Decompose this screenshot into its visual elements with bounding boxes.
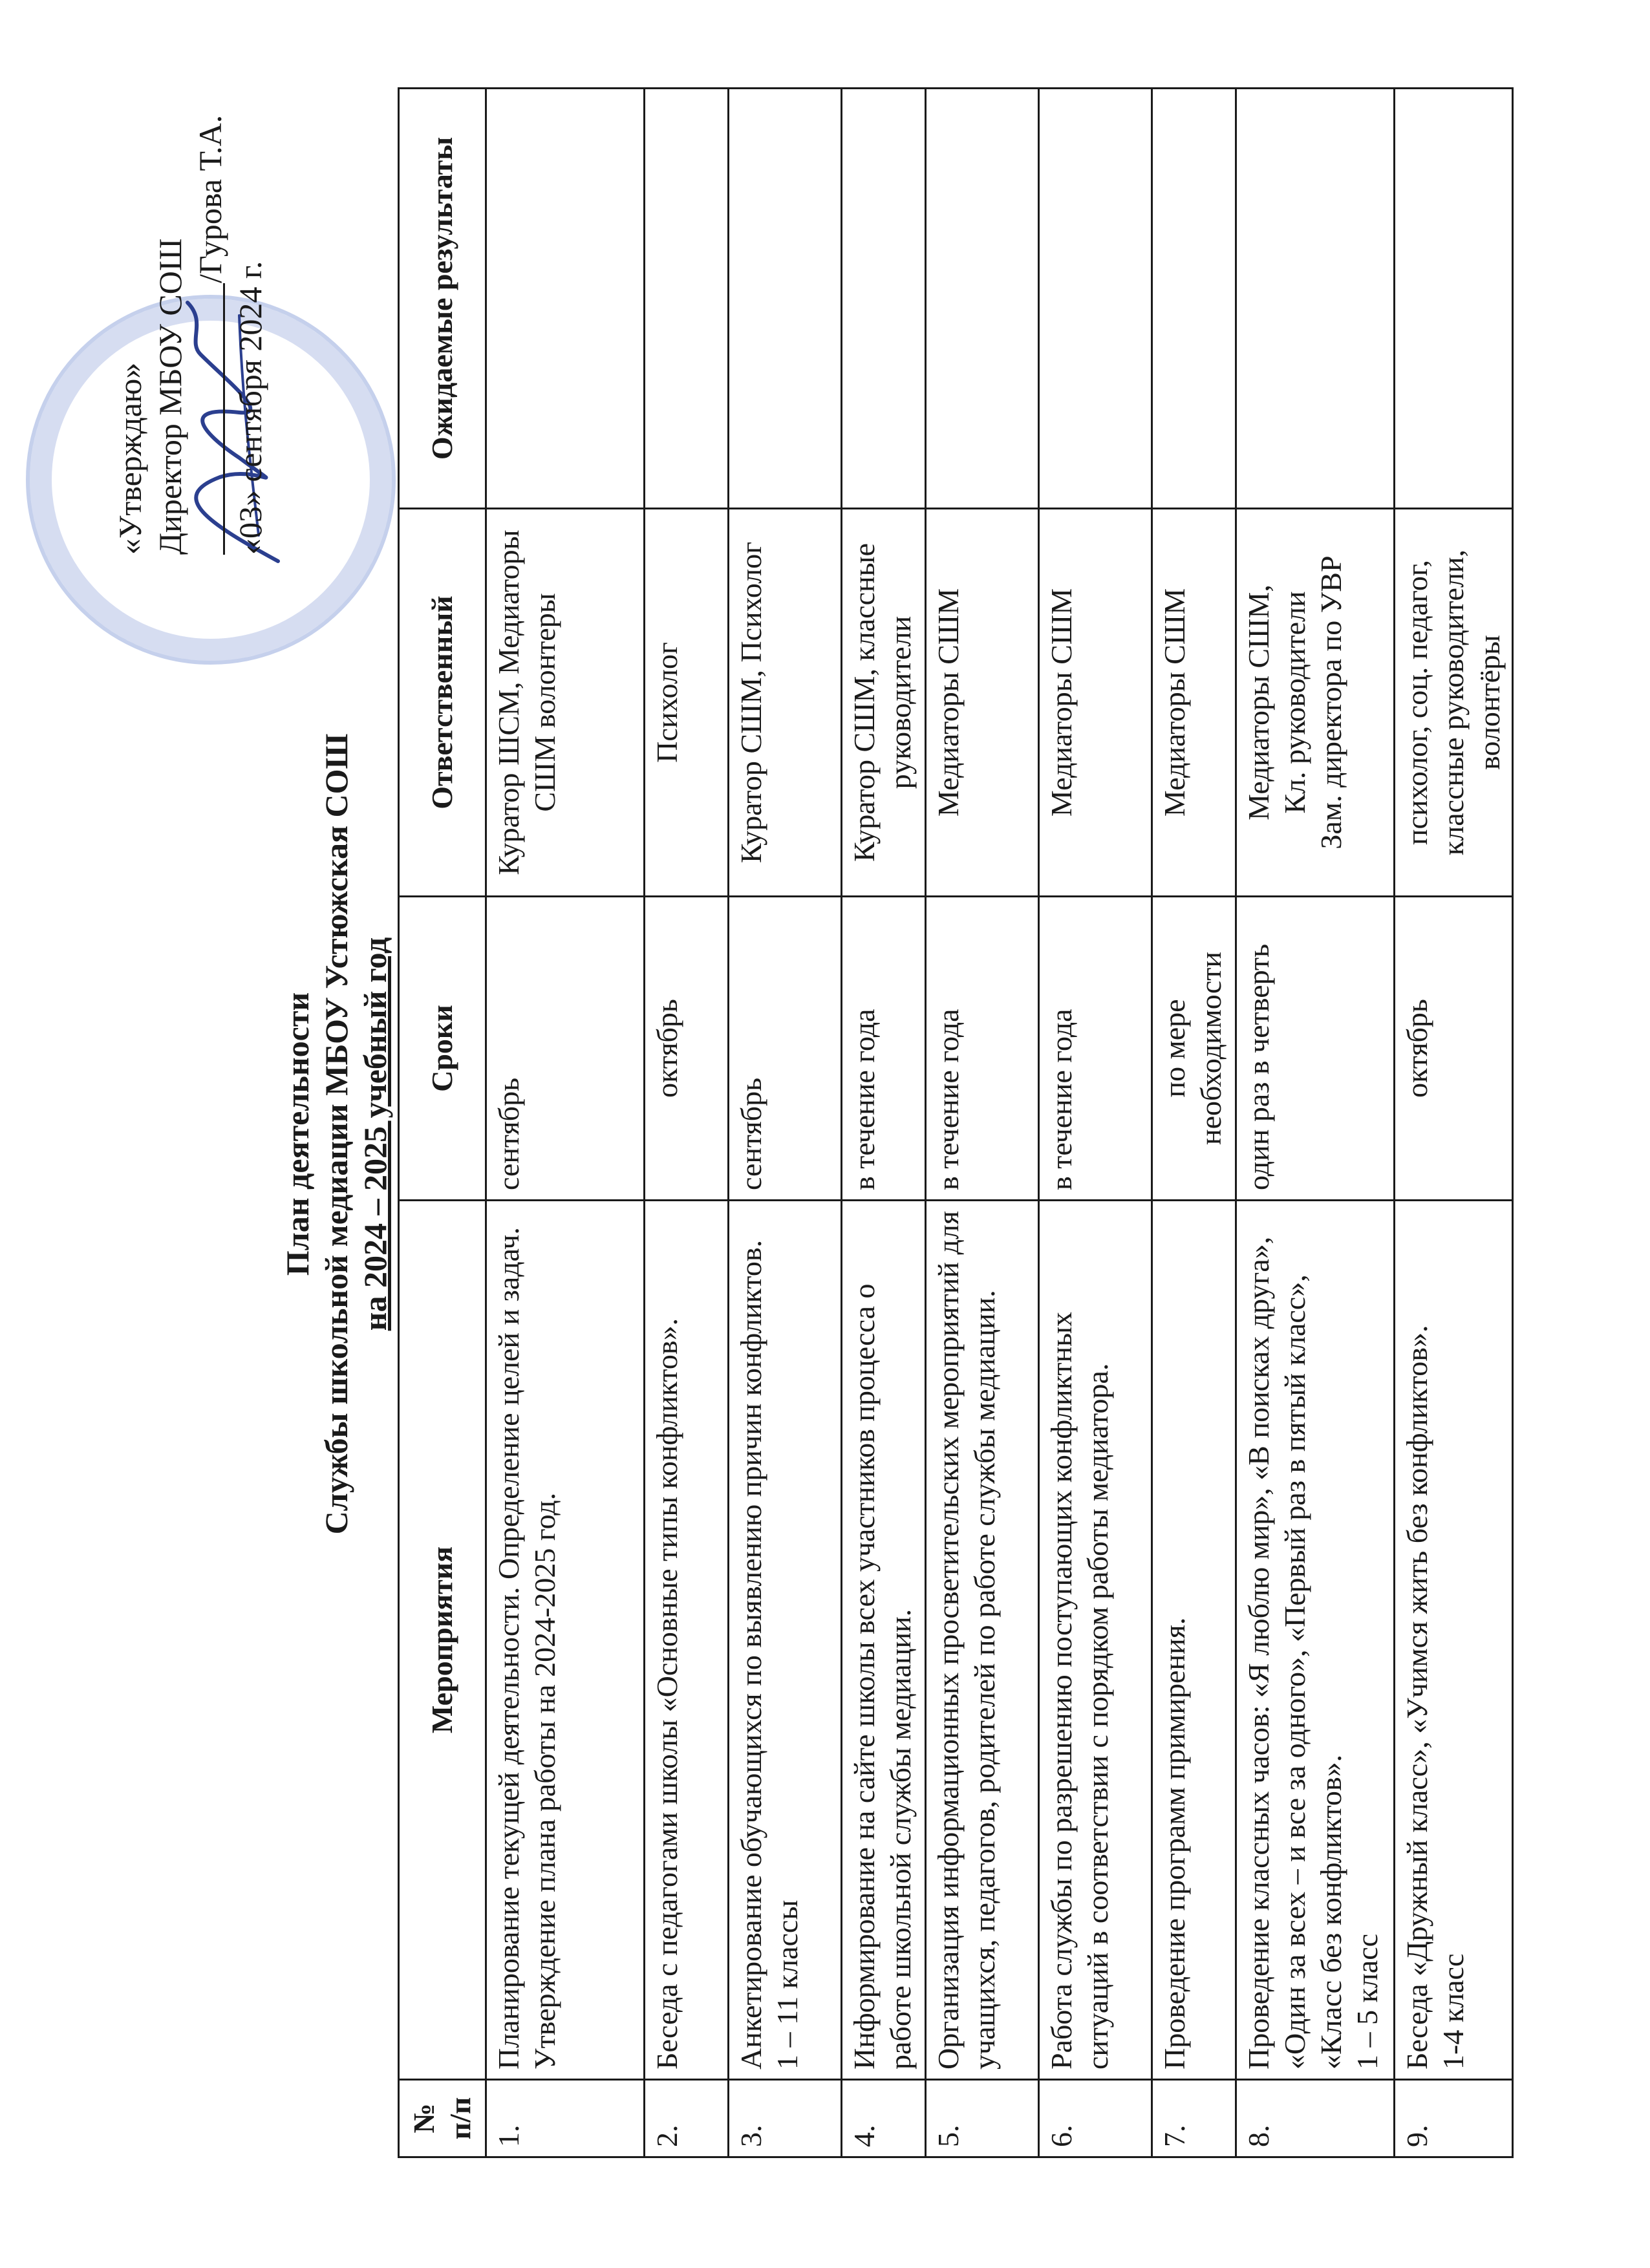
activity-plan-table [398, 87, 1514, 2158]
row-term: по мере необходимости [1152, 897, 1236, 1201]
signature-underline [223, 283, 225, 555]
row-responsible: психолог, соц. педагог, классные руководители, волонтёры [1395, 509, 1513, 897]
row-num: 9. [1395, 2080, 1513, 2157]
row-num: 3. [729, 2080, 842, 2157]
table-row [1236, 89, 1395, 2157]
row-result [842, 89, 926, 509]
row-result [1039, 89, 1152, 509]
row-term: один раз в четверть [1236, 897, 1395, 1201]
row-term: сентябрь [729, 897, 842, 1201]
header-term: Сроки [399, 897, 486, 1201]
row-event: Информирование на сайте школы всех участников процесса о работе школьной службы медиации. [842, 1201, 926, 2080]
row-event: Анкетирование обучающихся по выявлению причин конфликтов. 1 – 11 классы [729, 1201, 842, 2080]
title-line-2: Службы школьной медиации МБОУ Устюжская СОШ [318, 733, 354, 1535]
row-event: Планирование текущей деятельности. Определение целей и задач. Утверждение плана работы на 2024-2025 год. [486, 1201, 645, 2080]
table-row [645, 89, 729, 2157]
table-row [926, 89, 1039, 2157]
row-event: Проведение классных часов: «Я люблю мир», «В поисках друга», «Один за всех – и все за одного», «Первый раз в пятый класс», «Класс без конфликтов». 1 – 5 класс [1236, 1201, 1395, 2080]
table-row [1039, 89, 1152, 2157]
row-result [645, 89, 729, 509]
row-result [486, 89, 645, 509]
row-term: октябрь [1395, 897, 1513, 1201]
header-result: Ожидаемые результаты [399, 89, 486, 509]
row-event: Беседа с педагогами школы «Основные типы конфликтов». [645, 1201, 729, 2080]
table-row [1152, 89, 1236, 2157]
row-responsible: Куратор СШМ, классные руководители [842, 509, 926, 897]
table-row [486, 89, 645, 2157]
approval-director-name: /Гурова Т.А. [192, 114, 228, 283]
row-result [1152, 89, 1236, 509]
row-event: Организация информационных просветительских мероприятий для учащихся, педагогов, родителей по работе службы медиации. [926, 1201, 1039, 2080]
row-term: в течение года [1039, 897, 1152, 1201]
approval-heading: «Утверждаю» [112, 362, 148, 555]
row-responsible: Медиаторы СШМ [926, 509, 1039, 897]
header-responsible: Ответственный [399, 509, 486, 897]
title-line-1: План деятельности [279, 992, 316, 1276]
row-responsible: Куратор СШМ, Психолог [729, 509, 842, 897]
row-result [926, 89, 1039, 509]
title-line-3: на 2024 – 2025 учебный год [357, 937, 393, 1331]
header-num: № п/п [399, 2080, 486, 2157]
row-result [1236, 89, 1395, 509]
row-num: 4. [842, 2080, 926, 2157]
approval-director: Директор МБОУ СОШ [152, 238, 188, 555]
row-event: Работа службы по разрешению поступающих конфликтных ситуаций в соответствии с порядком работы медиатора. [1039, 1201, 1152, 2080]
document-title [278, 0, 394, 2268]
row-term: в течение года [842, 897, 926, 1201]
approval-block [110, 37, 270, 555]
row-responsible: Медиаторы СШМ, Кл. руководители Зам. директора по УВР [1236, 509, 1395, 897]
approval-signature-line [190, 37, 230, 555]
row-responsible: Медиаторы СШМ [1152, 509, 1236, 897]
row-term: сентябрь [486, 897, 645, 1201]
table-row [729, 89, 842, 2157]
row-result [1395, 89, 1513, 509]
row-responsible: Медиаторы СШМ [1039, 509, 1152, 897]
row-term: в течение года [926, 897, 1039, 1201]
table-row [842, 89, 926, 2157]
row-num: 5. [926, 2080, 1039, 2157]
row-event: Беседа «Дружный класс», «Учимся жить без конфликтов». 1-4 класс [1395, 1201, 1513, 2080]
row-num: 2. [645, 2080, 729, 2157]
row-num: 7. [1152, 2080, 1236, 2157]
row-responsible: Куратор ШСМ, Медиаторы СШМ волонтеры [486, 509, 645, 897]
table-row [1395, 89, 1513, 2157]
approval-date: «03» сентября 2024 г. [232, 261, 268, 555]
row-term: октябрь [645, 897, 729, 1201]
row-result [729, 89, 842, 509]
table-header-row [399, 89, 486, 2157]
row-event: Проведение программ примирения. [1152, 1201, 1236, 2080]
row-num: 6. [1039, 2080, 1152, 2157]
row-num: 8. [1236, 2080, 1395, 2157]
row-responsible: Психолог [645, 509, 729, 897]
header-event: Мероприятия [399, 1201, 486, 2080]
row-num: 1. [486, 2080, 645, 2157]
